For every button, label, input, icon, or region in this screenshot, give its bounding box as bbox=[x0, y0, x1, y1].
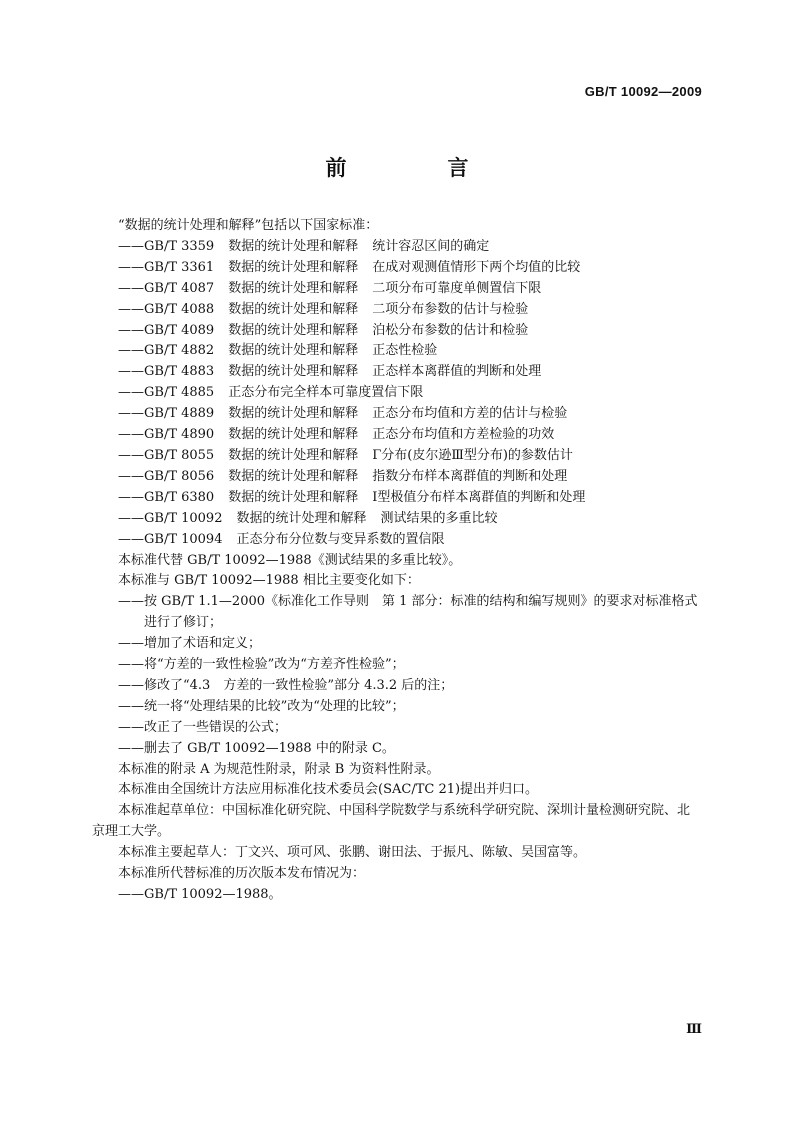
list-item: ——GB/T 4088 数据的统计处理和解释 二项分布参数的估计与检验 bbox=[118, 301, 529, 317]
list-item: ——GB/T 6380 数据的统计处理和解释 Ⅰ型极值分布样本离群值的判断和处理 bbox=[118, 489, 586, 505]
history-intro-paragraph: 本标准所代替标准的历次版本发布情况为： bbox=[118, 866, 366, 882]
list-item: ——GB/T 8056 数据的统计处理和解释 指数分布样本离群值的判断和处理 bbox=[118, 468, 568, 484]
list-item: ——GB/T 4882 数据的统计处理和解释 正态性检验 bbox=[118, 343, 438, 359]
drafting-units-continuation: 京理工大学。 bbox=[92, 824, 171, 840]
list-item: ——GB/T 4087 数据的统计处理和解释 二项分布可靠度单侧置信下限 bbox=[118, 280, 542, 296]
replaces-paragraph: 本标准代替 GB/T 10092—1988《测试结果的多重比较》。 bbox=[118, 552, 462, 568]
intro-paragraph: “数据的统计处理和解释”包括以下国家标准： bbox=[118, 218, 379, 233]
drafting-units-paragraph: 本标准起草单位：中国标准化研究院、中国科学院数学与系统科学研究院、深圳计量检测研究院、北 bbox=[118, 803, 691, 819]
list-item: ——增加了术语和定义； bbox=[118, 636, 262, 652]
standard-code-header: GB/T 10092—2009 bbox=[584, 84, 702, 99]
list-item: ——GB/T 3361 数据的统计处理和解释 在成对观测值情形下两个均值的比较 bbox=[118, 259, 581, 275]
list-item: ——GB/T 4885 正态分布完全样本可靠度置信下限 bbox=[118, 385, 424, 401]
changes-intro-paragraph: 本标准与 GB/T 10092—1988 相比主要变化如下： bbox=[118, 573, 420, 589]
list-item: ——GB/T 8055 数据的统计处理和解释 Γ分布(皮尔逊Ⅲ型分布)的参数估计 bbox=[118, 447, 573, 463]
list-item: ——GB/T 4089 数据的统计处理和解释 泊松分布参数的估计和检验 bbox=[118, 322, 529, 338]
standards-list bbox=[92, 237, 706, 551]
appendix-paragraph: 本标准的附录 A 为规范性附录，附录 B 为资料性附录。 bbox=[118, 761, 440, 777]
list-item: ——删去了 GB/T 10092—1988 中的附录 C。 bbox=[118, 740, 395, 756]
list-item: ——GB/T 10092 数据的统计处理和解释 测试结果的多重比较 bbox=[118, 510, 498, 526]
list-item: ——GB/T 3359 数据的统计处理和解释 统计容忍区间的确定 bbox=[118, 238, 490, 254]
page-number: Ⅲ bbox=[686, 1022, 702, 1037]
list-item: ——改正了一些错误的公式； bbox=[118, 719, 288, 735]
list-item: ——修改了“4.3 方差的一致性检验”部分 4.3.2 后的注； bbox=[118, 677, 454, 693]
list-item: ——按 GB/T 1.1—2000《标准化工作导则 第 1 部分：标准的结构和编写规则》的要求对标准格式 bbox=[118, 594, 698, 610]
page-title: 前 言 bbox=[325, 155, 509, 180]
foreword-body bbox=[92, 216, 706, 906]
list-item: ——GB/T 4890 数据的统计处理和解释 正态分布均值和方差检验的功效 bbox=[118, 427, 555, 443]
list-item: ——统一将“处理结果的比较”改为“处理的比较”； bbox=[118, 698, 405, 714]
list-item: ——将“方差的一致性检验”改为“方差齐性检验”； bbox=[118, 657, 405, 673]
committee-paragraph: 本标准由全国统计方法应用标准化技术委员会(SAC/TC 21)提出并归口。 bbox=[118, 782, 539, 798]
list-item: ——GB/T 4883 数据的统计处理和解释 正态样本离群值的判断和处理 bbox=[118, 364, 542, 380]
drafters-paragraph: 本标准主要起草人：丁文兴、项可风、张鹏、谢田法、于振凡、陈敏、吴国富等。 bbox=[118, 845, 587, 861]
changes-list bbox=[92, 592, 706, 759]
list-item-continuation: 进行了修订； bbox=[144, 615, 223, 631]
list-item: ——GB/T 4889 数据的统计处理和解释 正态分布均值和方差的估计与检验 bbox=[118, 406, 568, 422]
list-item: ——GB/T 10094 正态分布分位数与变异系数的置信限 bbox=[118, 531, 445, 547]
history-item: ——GB/T 10092—1988。 bbox=[118, 887, 282, 902]
